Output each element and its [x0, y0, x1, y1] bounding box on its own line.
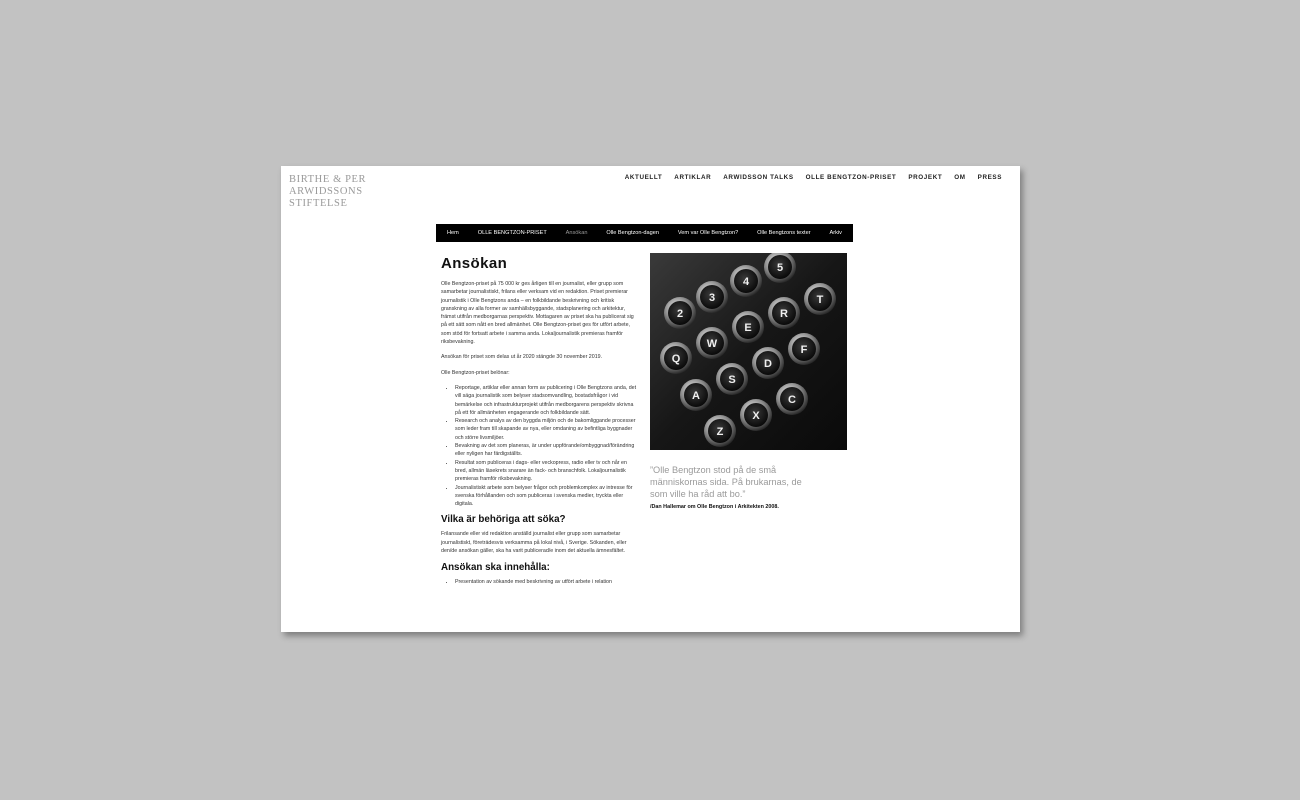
typewriter-key — [680, 379, 712, 411]
rewards-intro: Olle Bengtzon-priset belönar: — [441, 369, 510, 376]
list-item: • Bevakning av det som planeras, är under uppförande/ombyggnad/förändring eller nyligen har färdigställts. — [455, 442, 638, 459]
pull-quote: ”Olle Bengtzon stod på de små människornas sida. På brukarnas, de som ville ha råd att bo.” — [650, 465, 802, 499]
eligibility-heading: Vilka är behöriga att söka? — [441, 514, 566, 526]
typewriter-key-label: A — [692, 390, 700, 402]
list-item: • Journalistiskt arbete som belyser frågor och problemkomplex av intresse för svenska förhållanden och som publiceras i svenska medier, tryckta eller digitala. — [455, 484, 638, 509]
nav-item-om[interactable]: OM — [954, 174, 966, 181]
typewriter-key — [740, 399, 772, 431]
page-title: Ansökan — [441, 255, 508, 272]
nav-item-olle-bengtzon-priset[interactable]: OLLE BENGTZON-PRISET — [805, 174, 897, 181]
nav-item-press[interactable]: PRESS — [977, 174, 1002, 181]
typewriter-key-label: 3 — [708, 292, 716, 304]
eligibility-paragraph: Frilansande eller vid redaktion anställd journalist eller grupp som samarbetar journalistiskt, företrädesvis verksamma på lokal nivå, i Sverige. Sökanden, eller den/de ansökan gäller, ska ha varit publicerad/e inom det aktuella ämnesfältet. — [441, 531, 627, 555]
contents-heading: Ansökan ska innehålla: — [441, 562, 550, 574]
main-navigation — [625, 174, 1002, 181]
list-item: • Reportage, artiklar eller annan form av publicering i Olle Bengtzons anda, det vill säga journalistik som belyser stadsomvandling, bostadsfrågor i vid bemärkelse och infrastrukturprojekt utifrån medborgarens perspektiv skrivna på ett för allmänheten engagerande och folkbildande sätt. — [455, 384, 638, 417]
site-logo[interactable] — [289, 174, 366, 210]
typewriter-key — [704, 415, 736, 447]
typewriter-keys-image — [650, 253, 847, 450]
rewards-list — [441, 384, 638, 508]
logo-line-2: ARWIDSSONS — [289, 186, 363, 197]
subnav-item-olle-bengtzon-dagen[interactable]: Olle Bengtzon-dagen — [606, 230, 659, 236]
typewriter-key-label: Z — [716, 426, 724, 438]
contents-list — [441, 578, 638, 586]
typewriter-illustration — [650, 253, 847, 450]
typewriter-key — [752, 347, 784, 379]
subnav-item-ansokan[interactable]: Ansökan — [565, 230, 588, 236]
nav-item-artiklar[interactable]: ARTIKLAR — [674, 174, 712, 181]
typewriter-key-label: X — [752, 410, 760, 422]
typewriter-key — [732, 311, 764, 343]
browser-page — [281, 166, 1020, 632]
typewriter-key — [664, 297, 696, 329]
article-content — [441, 254, 638, 592]
logo-line-1: BIRTHE & PER — [289, 174, 367, 185]
typewriter-key — [776, 383, 808, 415]
subnav-item-olle-bengtzons-texter[interactable]: Olle Bengtzons texter — [757, 230, 811, 236]
quote-source: /Dan Hallemar om Olle Bengtzon i Arkitekten 2008. — [650, 504, 779, 510]
section-navigation — [436, 224, 853, 242]
typewriter-key-label: 5 — [776, 262, 784, 274]
list-item: • Presentation av sökande med beskrivning av utfört arbete i relation — [455, 578, 638, 586]
typewriter-key — [716, 363, 748, 395]
subnav-item-arkiv[interactable]: Arkiv — [829, 230, 842, 236]
typewriter-key-label: D — [764, 358, 772, 370]
typewriter-key — [788, 333, 820, 365]
typewriter-key-label: W — [706, 338, 718, 350]
nav-item-arwidsson-talks[interactable]: ARWIDSSON TALKS — [723, 174, 794, 181]
typewriter-key-label: 2 — [676, 308, 684, 320]
deadline-paragraph: Ansökan för priset som delas ut år 2020 stängde 30 november 2019. — [441, 354, 603, 361]
typewriter-key-label: T — [816, 294, 824, 306]
subnav-item-vem-var-olle-bengtzon[interactable]: Vem var Olle Bengtzon? — [677, 230, 739, 236]
logo-line-3: STIFTELSE — [289, 198, 348, 209]
typewriter-key-label: Q — [671, 353, 681, 365]
subnav-item-hem[interactable]: Hem — [447, 230, 459, 236]
typewriter-key — [696, 281, 728, 313]
subnav-item-olle-bengtzon-priset[interactable]: OLLE BENGTZON-PRISET — [477, 230, 547, 236]
typewriter-key-label: S — [728, 374, 736, 386]
list-item: • Research och analys av den byggda miljön och de bakomliggande processer som leder fram till skapande av nya, eller omdaning av befintliga byggnader och större livsmiljöer. — [455, 417, 638, 442]
intro-paragraph: Olle Bengtzon-priset på 75 000 kr ges årligen till en journalist, eller grupp som samarbetar journalistiskt, frilans eller verksam vid en redaktion. Priset premierar journalistik i Olle Bengtzons anda – en folkbildande beskrivning och kritisk granskning av alla former av samhällsbyggande, stadsplanering och arkitektur, främst utifrån medborgarnas perspektiv. Mottagaren av priset ska ha publicerat sig på ett sätt som nått en bred allmänhet. Olle Bengtzon-priset ges för utfört arbete, som stöd för fortsatt arbete i samma anda. Lokaljournalistik premieras framför riksbevakning. — [441, 281, 634, 346]
typewriter-key-label: F — [800, 344, 808, 356]
typewriter-key-label: 4 — [742, 276, 750, 288]
typewriter-key — [768, 297, 800, 329]
typewriter-key-label: R — [780, 308, 788, 320]
nav-item-projekt[interactable]: PROJEKT — [908, 174, 943, 181]
typewriter-key — [660, 342, 692, 374]
typewriter-key — [696, 327, 728, 359]
nav-item-aktuellt[interactable]: AKTUELLT — [624, 174, 663, 181]
list-item: • Resultat som publiceras i dags- eller veckopress, radio eller tv och når en bred, allmän läsekrets snarare än fack- och branschfolk. Lokaljournalistik premieras framför riksbevakning. — [455, 459, 638, 484]
typewriter-key-label: E — [744, 322, 752, 334]
typewriter-key-label: C — [788, 394, 796, 406]
typewriter-key — [730, 265, 762, 297]
typewriter-key — [804, 283, 836, 315]
